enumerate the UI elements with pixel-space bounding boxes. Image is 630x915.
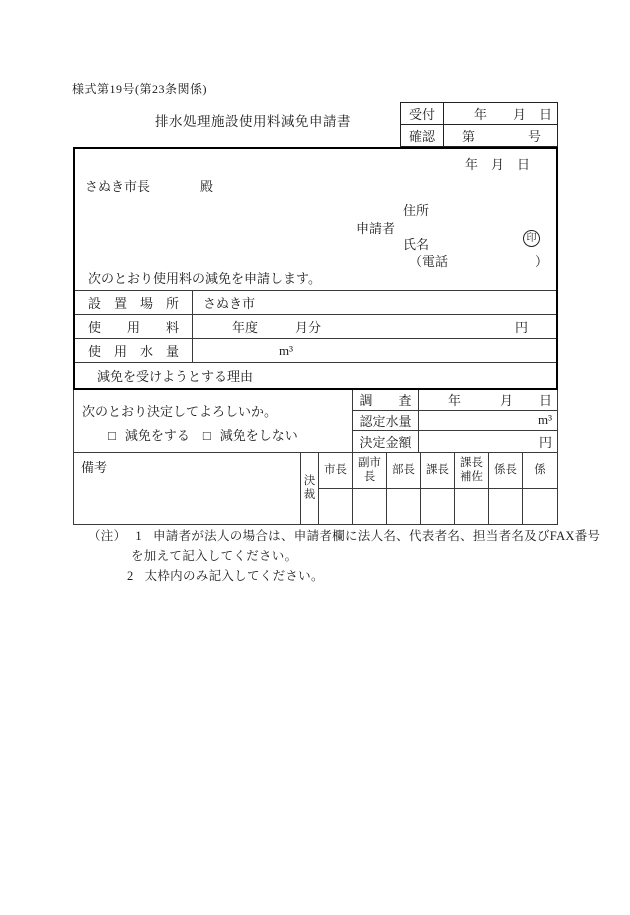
location-value-cell [193, 291, 556, 314]
approval-table [73, 453, 558, 525]
footnote-1-continuation: を加えて記入してください。 [131, 549, 298, 563]
phone-label: （電話 [409, 254, 449, 269]
addressee-honorific: 殿 [200, 179, 214, 194]
addressee-line [85, 176, 213, 195]
water-unit: m³ [279, 342, 294, 358]
amount-label: 決定金額 [353, 431, 419, 452]
approval-stamp-cell [387, 489, 421, 524]
footnote-2-text: 太枠内のみ記入してください。 [144, 569, 324, 583]
seal-icon: 印 [523, 230, 540, 247]
footnote-1-number: 1 [135, 529, 142, 543]
application-detail-rows [75, 290, 556, 388]
decision-options [108, 425, 298, 444]
form-number: 様式第19号(第23条関係) [72, 82, 207, 96]
receipt-label: 受付 [401, 103, 444, 125]
footnote-prefix: （注） [88, 529, 127, 543]
footnote-2-number: 2 [127, 569, 134, 583]
approval-stamp-cell [319, 489, 353, 524]
approval-col-assistant-section-head: 課長補佐 [455, 453, 489, 489]
approval-stamp-cell [455, 489, 489, 524]
footnote-line-3 [127, 566, 324, 584]
checkbox-reject[interactable]: □ [202, 428, 211, 443]
water-label: 使 用 水 量 [75, 339, 193, 362]
footnote-line-2 [131, 546, 297, 564]
declaration-text: 次のとおり使用料の減免を申請します。 [88, 271, 321, 286]
page-title: 排水処理施設使用料減免申請書 [155, 114, 351, 129]
approval-col-mayor: 市長 [319, 453, 353, 489]
fee-value-cell [193, 315, 556, 338]
approval-col-staff: 係 [523, 453, 557, 489]
reason-row [75, 362, 556, 388]
confirm-number-value [444, 125, 557, 147]
phone-close-paren: ） [534, 254, 548, 269]
remarks-label: 備考 [81, 460, 108, 475]
confirm-number-prefix: 第 [462, 128, 476, 144]
location-value: さぬき市 [203, 296, 256, 311]
approval-stamp-cell [353, 489, 387, 524]
survey-label: 調 査 [353, 390, 419, 411]
address-label: 住所 [403, 203, 430, 218]
approval-stamp-cell [489, 489, 523, 524]
applicant-label: 申請者 [356, 221, 396, 236]
fee-month-suffix: 月分 [295, 320, 322, 335]
name-label: 氏名 [403, 237, 430, 252]
decision-section [73, 390, 558, 453]
fee-row [75, 314, 556, 338]
kessai-label: 決裁 [301, 453, 319, 524]
approval-col-department-head: 部長 [387, 453, 421, 489]
remarks-cell [74, 453, 301, 524]
application-box [73, 147, 558, 390]
water-row [75, 338, 556, 362]
footnote-line-1 [88, 526, 600, 544]
fee-yen-unit: 円 [514, 320, 528, 335]
confirm-label: 確認 [401, 125, 444, 147]
receipt-table [400, 102, 558, 147]
fee-year-suffix: 年度 [232, 320, 259, 335]
survey-date-value: 年 月 日 [419, 390, 557, 411]
reason-label: 減免を受けようとする理由 [97, 369, 254, 384]
approved-water-unit: m³ [419, 411, 557, 432]
approval-col-section-head: 課長 [421, 453, 455, 489]
checkbox-approve[interactable]: □ [108, 428, 116, 443]
option-reject-label: 減免をしない [219, 428, 298, 443]
approval-col-chief: 係長 [489, 453, 523, 489]
approval-col-deputy-mayor: 副市長 [353, 453, 387, 489]
water-value-cell [193, 339, 556, 362]
addressee-name: さぬき市長 [85, 179, 151, 194]
decision-left-area [74, 390, 353, 452]
approved-water-label: 認定水量 [353, 411, 419, 432]
survey-table [353, 390, 557, 452]
decision-question: 次のとおり決定してよろしいか。 [82, 404, 278, 419]
receipt-date-value: 年 月 日 [444, 103, 557, 125]
location-label: 設 置 場 所 [75, 291, 193, 314]
location-row [75, 290, 556, 314]
amount-unit: 円 [538, 435, 552, 451]
footnote-1-text: 申請者が法人の場合は、申請者欄に法人名、代表者名、担当者名及びFAX番号 [152, 529, 601, 543]
approval-stamp-cell [523, 489, 557, 524]
approval-stamp-cell [421, 489, 455, 524]
fee-label: 使 用 料 [75, 315, 193, 338]
option-approve-label: 減免をする [124, 428, 190, 443]
confirm-number-suffix: 号 [527, 128, 541, 144]
application-date-line: 年 月 日 [464, 157, 530, 172]
